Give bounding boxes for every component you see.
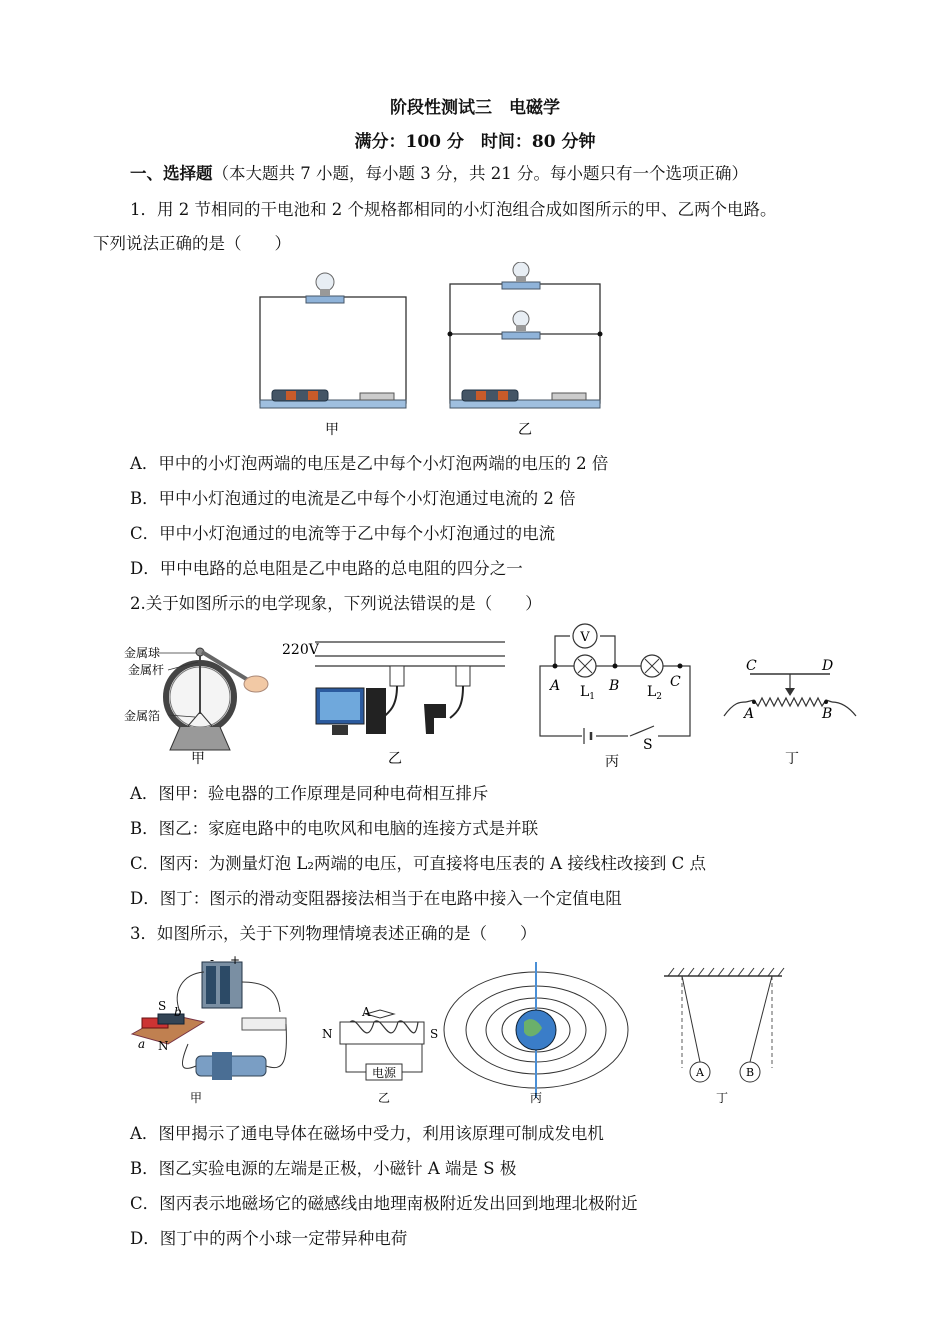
switch-s: S — [643, 737, 653, 753]
q2-fig-label-jia: 甲 — [191, 751, 205, 767]
label-metal-foil: 金属箔 — [124, 709, 161, 723]
q3-fig-label-bing: 丙 — [529, 1091, 543, 1105]
label-metal-rod: 金属杆 — [128, 663, 165, 677]
q3-option-d[interactable]: D．图丁中的两个小球一定带异种电荷 — [130, 1229, 408, 1248]
q1-option-b[interactable]: B．甲中小灯泡通过的电流是乙中每个小灯泡通过电流的 2 倍 — [130, 489, 576, 508]
voltmeter-symbol: V — [580, 630, 590, 645]
q3-option-a[interactable]: A．图甲揭示了通电导体在磁场中受力，利用该原理可制成发电机 — [130, 1124, 604, 1143]
lamp-l1: $L_1$ — [580, 684, 596, 702]
hanging-balls-figure — [664, 968, 784, 1082]
household-circuit-figure — [315, 642, 505, 735]
q2-fig-label-yi: 乙 — [388, 751, 402, 767]
exam-info: 满分：100 分 时间：80 分钟 — [354, 132, 596, 152]
battery-plus: + — [230, 953, 241, 967]
circuit-yi — [448, 262, 603, 408]
q1-option-a[interactable]: A．甲中的小灯泡两端的电压是乙中每个小灯泡两端的电压的 2 倍 — [130, 454, 609, 473]
q1-circuit-figure — [250, 262, 620, 442]
q1-fig-label-jia: 甲 — [325, 422, 339, 438]
section-title: 一、选择题 — [130, 164, 213, 183]
solenoid-n: N — [322, 1027, 333, 1041]
q2-fig-label-bing: 丙 — [605, 754, 619, 770]
point-b: B — [609, 678, 620, 694]
q3-stem: 3．如图所示，关于下列物理情境表述正确的是（ ） — [130, 924, 537, 943]
point-a: A — [550, 678, 561, 694]
q3-figures — [118, 952, 818, 1112]
end-a: a — [138, 1037, 146, 1051]
page-title: 阶段性测试三 电磁学 — [390, 98, 560, 118]
label-220v: 220V — [282, 642, 319, 658]
ball-b: B — [745, 1066, 755, 1079]
point-c: C — [670, 674, 681, 690]
q3-fig-label-jia: 甲 — [189, 1091, 203, 1105]
q3-option-c[interactable]: C．图丙表示地磁场它的磁感线由地理南极附近发出回到地理北极附近 — [130, 1194, 638, 1213]
rheostat-d: D — [822, 658, 834, 674]
section-note: （本大题共 7 小题，每小题 3 分，共 21 分。每小题只有一个选项正确） — [212, 164, 748, 183]
magnet-n: N — [158, 1039, 169, 1053]
q3-fig-label-ding: 丁 — [715, 1091, 729, 1105]
battery-minus: - — [210, 953, 215, 967]
section-heading — [130, 160, 748, 184]
label-metal-ball: 金属球 — [124, 646, 161, 660]
end-b: b — [174, 1005, 182, 1019]
q1-fig-label-yi: 乙 — [518, 422, 532, 438]
q2-fig-label-ding: 丁 — [785, 751, 799, 767]
ball-a: A — [696, 1066, 704, 1079]
rheostat-c: C — [746, 658, 757, 674]
q1-option-d[interactable]: D．甲中电路的总电阻是乙中电路的总电阻的四分之一 — [130, 559, 523, 578]
q2-figures — [110, 622, 870, 772]
q1-stem-line1: 1．用 2 节相同的干电池和 2 个规格都相同的小灯泡组合成如图所示的甲、乙两个电路。 — [130, 200, 777, 219]
q2-option-d[interactable]: D．图丁：图示的滑动变阻器接法相当于在电路中接入一个定值电阻 — [130, 889, 622, 908]
solenoid-s: S — [430, 1027, 439, 1041]
circuit-jia — [260, 273, 406, 408]
compass-a: A — [362, 1005, 371, 1019]
electroscope-figure — [158, 648, 268, 750]
lamp-l2: $L_2$ — [647, 684, 663, 702]
q1-option-c[interactable]: C．甲中小灯泡通过的电流等于乙中每个小灯泡通过的电流 — [130, 524, 556, 543]
q2-option-a[interactable]: A．图甲：验电器的工作原理是同种电荷相互排斥 — [130, 784, 489, 803]
rheostat-a: A — [744, 706, 755, 722]
q1-stem-line2: 下列说法正确的是（ ） — [93, 234, 291, 253]
geomagnetic-field-figure — [444, 962, 628, 1098]
q2-option-b[interactable]: B．图乙：家庭电路中的电吹风和电脑的连接方式是并联 — [130, 819, 539, 838]
q3-fig-label-yi: 乙 — [377, 1091, 391, 1105]
motor-experiment-figure — [132, 962, 286, 1080]
power-supply: 电源 — [371, 1066, 397, 1080]
q2-stem: 2.关于如图所示的电学现象，下列说法错误的是（ ） — [130, 594, 542, 613]
q3-option-b[interactable]: B．图乙实验电源的左端是正极，小磁针 A 端是 S 极 — [130, 1159, 517, 1178]
q2-option-c[interactable]: C．图丙：为测量灯泡 L₂两端的电压，可直接将电压表的 A 接线柱改接到 C 点 — [130, 854, 706, 873]
magnet-s: S — [158, 999, 167, 1013]
rheostat-b: B — [822, 706, 833, 722]
